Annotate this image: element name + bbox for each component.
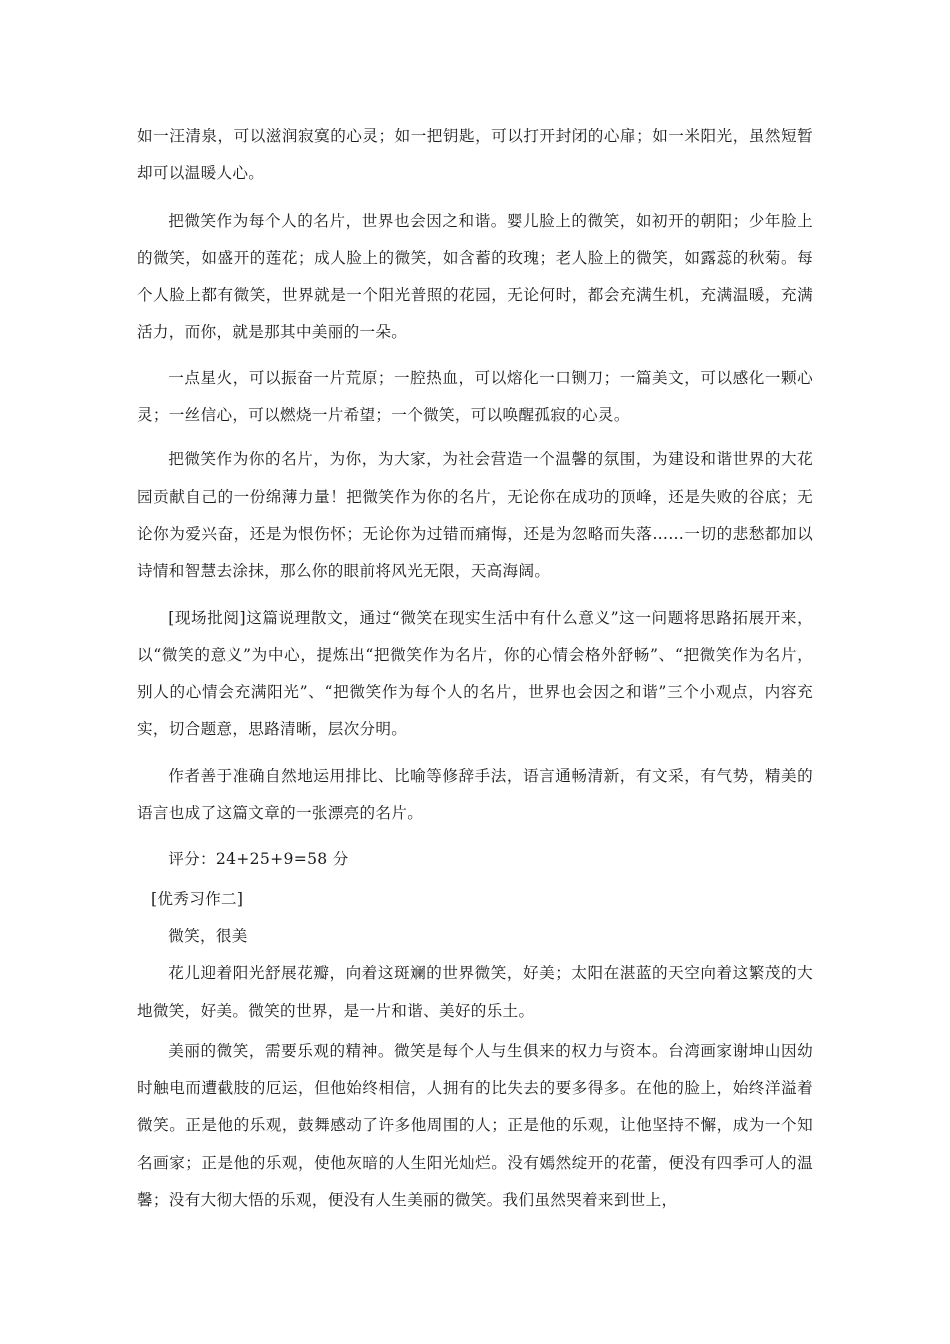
paragraph-continuation: 如一汪清泉，可以滋润寂寞的心灵；如一把钥匙，可以打开封闭的心扉；如一米阳光，虽然短暂却可以温暖人心。 xyxy=(137,127,813,183)
paragraph-optimism: 美丽的微笑，需要乐观的精神。微笑是每个人与生俱来的权力与资本。台湾画家谢坤山因幼时触电而遭截肢的厄运，但他始终相信，人拥有的比失去的要多得多。在他的脸上，始终洋溢着微笑。正是他的乐观，鼓舞感动了许多他周围的人；正是他的乐观，让他坚持不懈，成为一个知名画家；正是他的乐观，使他灰暗的人生阳光灿烂。没有嫣然绽开的花蕾，便没有四季可人的温馨；没有大彻大悟的乐观，便没有人生美丽的微笑。我们虽然哭着来到世上， xyxy=(137,1041,813,1210)
paragraph-harmony: 把微笑作为每个人的名片，世界也会因之和谐。婴儿脸上的微笑，如初开的朝阳；少年脸上的微笑，如盛开的莲花；成人脸上的微笑，如含蓄的玫瑰；老人脸上的微笑，如露蕊的秋菊。每个人脸上都有微笑，世界就是一个阳光普照的花园，无论何时，都会充满生机，充满温暖，充满活力，而你，就是那其中美丽的一朵。 xyxy=(137,211,813,342)
paragraph-review-style: 作者善于准确自然地运用排比、比喻等修辞手法，语言通畅清新，有文采，有气势，精美的语言也成了这篇文章的一张漂亮的名片。 xyxy=(137,766,813,823)
paragraph-flowers: 花儿迎着阳光舒展花瓣，向着这斑斓的世界微笑，好美；太阳在湛蓝的天空向着这繁茂的大地微笑，好美。微笑的世界，是一片和谐、美好的乐土。 xyxy=(137,964,813,1020)
paragraph-parallelism: 一点星火，可以振奋一片荒原；一腔热血，可以熔化一口铡刀；一篇美文，可以感化一颗心灵；一丝信心，可以燃烧一片希望；一个微笑，可以唤醒孤寂的心灵。 xyxy=(137,368,813,425)
essay-title: 微笑，很美 xyxy=(168,926,248,945)
section-heading: [优秀习作二] xyxy=(151,889,244,908)
paragraph-review: [现场批阅]这篇说理散文，通过“微笑在现实生活中有什么意义”这一问题将思路拓展开来，以“微笑的意义”为中心，提炼出“把微笑作为名片，你的心情会格外舒畅”、“把微笑作为名片，别人的心情会充满阳光”、“把微笑作为每个人的名片，世界也会因之和谐”三个小观点，内容充实，切合题意，思路清晰，层次分明。 xyxy=(137,608,813,739)
score-line: 评分：24+25+9=58 分 xyxy=(168,850,349,869)
paragraph-business-card: 把微笑作为你的名片，为你，为大家，为社会营造一个温馨的氛围，为建设和谐世界的大花园贡献自己的一份绵薄力量！把微笑作为你的名片，无论你在成功的顶峰，还是失败的谷底；无论你为爱兴奋，还是为恨伤怀；无论你为过错而痛悔，还是为忽略而失落……一切的悲愁都加以诗情和智慧去涂抹，那么你的眼前将风光无限，天高海阔。 xyxy=(137,450,813,581)
document-page xyxy=(137,118,813,1225)
